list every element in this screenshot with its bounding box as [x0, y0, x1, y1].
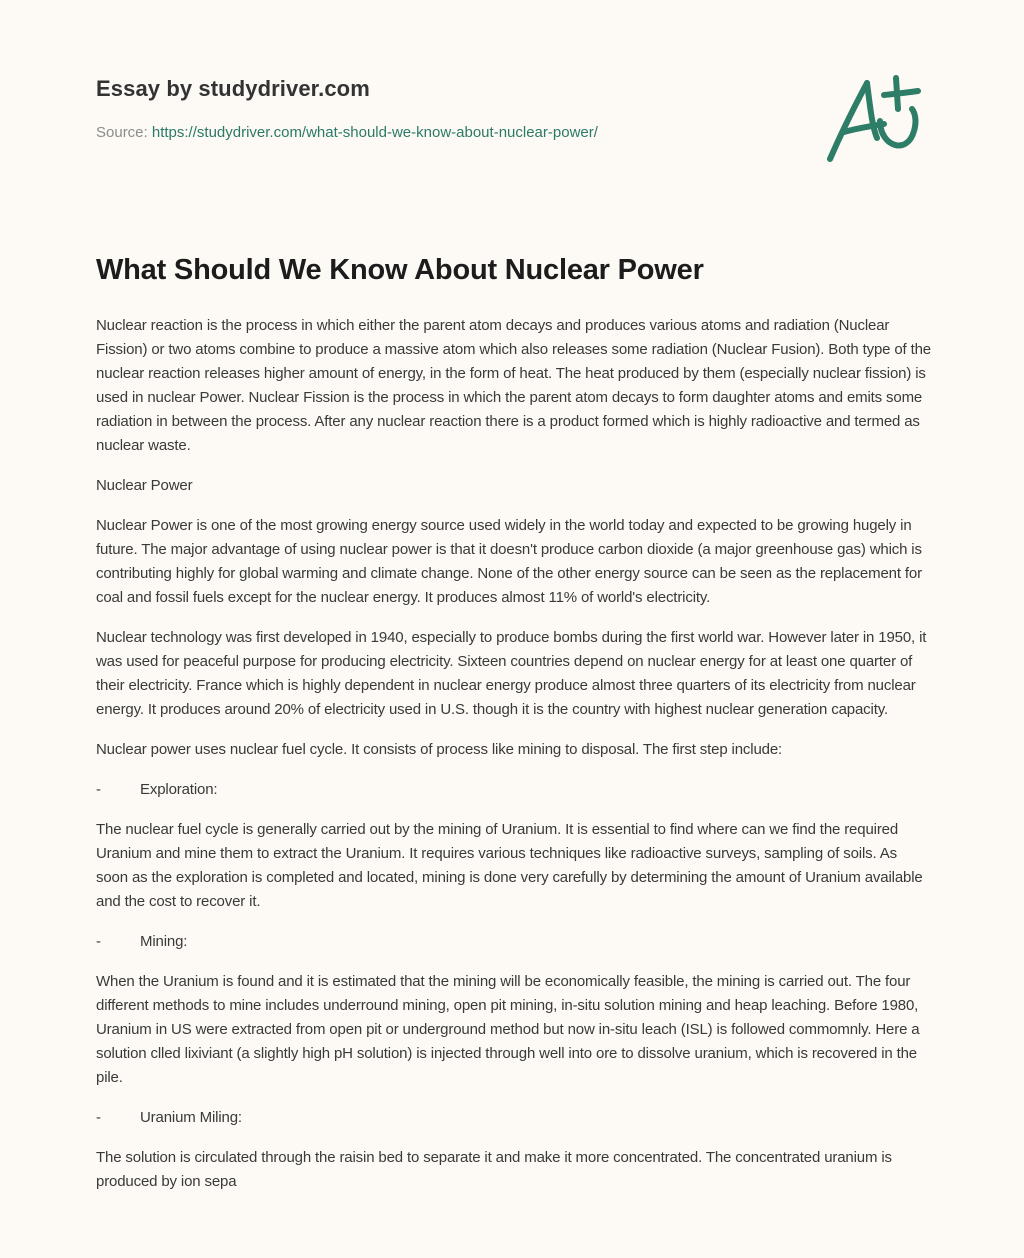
paragraph: The solution is circulated through the raisin bed to separate it and make it more concentrated. The concentrated uranium is produced by ion sepa: [96, 1149, 892, 1190]
page: [96, 0, 928, 220]
brand-title: Essay by studydriver.com: [96, 76, 370, 101]
paragraph: Nuclear reaction is the process in which either the parent atom decays and produces various atoms and radiation (Nuclear Fission) or two atoms combine to produce a massive atom which also releases some radiation (Nuclear Fusion). Both type of the nuclear reaction releases higher amount of energy, in the form of heat. The heat produced by them (especially nuclear fission) is used in nuclear Power. Nuclear Fission is the process in which the parent atom decays to form daughter atoms and emits some radiation in between the process. After any nuclear reaction there is a product formed which is highly radioactive and termed as nuclear waste.: [96, 317, 931, 454]
page-title: What Should We Know About Nuclear Power: [96, 254, 704, 286]
list-item-uranium-miling: [96, 1106, 931, 1130]
source-line: [96, 124, 598, 141]
paragraph: Nuclear Power is one of the most growing energy source used widely in the world today and expected to be growing hugely in future. The major advantage of using nuclear power is that it doesn't produce carbon dioxide (a major greenhouse gas) which is contributing highly for global warming and climate change. None of the other energy source can be seen as the replacement for coal and fossil fuels except for the nuclear energy. It produces almost 11% of world's electricity.: [96, 517, 922, 606]
header: [96, 0, 928, 220]
bullet-label: Exploration:: [140, 781, 218, 798]
list-item-exploration: [96, 778, 931, 802]
bullet-dash: -: [96, 1109, 101, 1126]
essay-body: [96, 314, 931, 1210]
bullet-dash: -: [96, 933, 101, 950]
bullet-label: Uranium Miling:: [140, 1109, 242, 1126]
section-heading: Nuclear Power: [96, 477, 193, 494]
bullet-label: Mining:: [140, 933, 188, 950]
source-link[interactable]: https://studydriver.com/what-should-we-know-about-nuclear-power/: [151, 124, 598, 141]
paragraph: The nuclear fuel cycle is generally carried out by the mining of Uranium. It is essential to find where can we find the required Uranium and mine them to extract the Uranium. It requires various techniques like radioactive surveys, sampling of soils. As soon as the exploration is completed and located, mining is done very carefully by determining the amount of Uranium available and the cost to recover it.: [96, 821, 923, 910]
paragraph: Nuclear power uses nuclear fuel cycle. It consists of process like mining to disposal. The first step include:: [96, 741, 783, 758]
list-item-mining: [96, 930, 931, 954]
a-plus-grade-icon: [822, 66, 932, 166]
bullet-dash: -: [96, 781, 101, 798]
source-label: Source:: [96, 124, 148, 141]
paragraph: Nuclear technology was first developed in 1940, especially to produce bombs during the first world war. However later in 1950, it was used for peaceful purpose for producing electricity. Sixteen countries depend on nuclear energy for at least one quarter of their electricity. France which is highly dependent in nuclear energy produce almost three quarters of its electricity from nuclear energy. It produces around 20% of electricity used in U.S. though it is the country with highest nuclear generation capacity.: [96, 629, 927, 718]
paragraph: When the Uranium is found and it is estimated that the mining will be economically feasible, the mining is carried out. The four different methods to mine includes underround mining, open pit mining, in-situ solution mining and heap leaching. Before 1980, Uranium in US were extracted from open pit or underground method but now in-situ leach (ISL) is followed commomnly. Here a solution clled lixiviant (a slightly high pH solution) is injected through well into ore to dissolve uranium, which is recovered in the pile.: [96, 973, 920, 1086]
